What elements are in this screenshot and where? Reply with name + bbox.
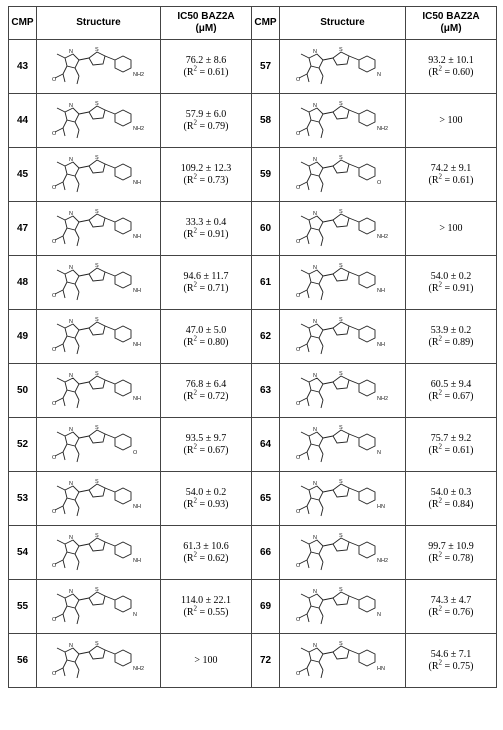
ic50-cell: [161, 202, 252, 256]
r-squared: $(R^2 = 0.73)$: [183, 172, 229, 186]
header-ic50: [161, 7, 252, 40]
svg-text:S: S: [338, 370, 343, 377]
ic50-cell: [406, 40, 497, 94]
svg-text:S: S: [94, 370, 99, 377]
compound-id: 59: [252, 148, 280, 202]
svg-text:S: S: [94, 208, 99, 215]
svg-text:N: N: [68, 372, 73, 379]
svg-text:O: O: [295, 76, 300, 83]
svg-text:S: S: [94, 478, 99, 485]
svg-text:N: N: [312, 156, 317, 163]
table-row: [9, 256, 497, 310]
r-squared: $(R^2 = 0.91)$: [428, 280, 474, 294]
structure-cell: [37, 202, 161, 256]
header-structure: Structure: [37, 7, 161, 40]
ic50-cell: [161, 310, 252, 364]
ic50-value: > 100: [439, 222, 463, 234]
svg-text:O: O: [51, 292, 56, 299]
svg-text:NH2: NH2: [376, 125, 388, 132]
r-squared: $(R^2 = 0.67)$: [183, 442, 229, 456]
table-row: [9, 418, 497, 472]
ic50-value: 74.2 ± 9.1: [430, 162, 472, 174]
ic50-value: 74.3 ± 4.7: [430, 594, 472, 606]
svg-text:N: N: [68, 102, 73, 109]
svg-text:S: S: [94, 532, 99, 539]
table-row: [9, 580, 497, 634]
r-squared: $(R^2 = 0.75)$: [428, 658, 474, 672]
ic50-cell: [406, 634, 497, 688]
svg-text:O: O: [51, 130, 56, 137]
r-squared: $(R^2 = 0.76)$: [428, 604, 474, 618]
svg-text:NH: NH: [376, 287, 385, 294]
svg-text:N: N: [312, 264, 317, 271]
ic50-value: 47.0 ± 5.0: [185, 324, 227, 336]
r-squared: $(R^2 = 0.78)$: [428, 550, 474, 564]
svg-text:N: N: [312, 318, 317, 325]
ic50-value: 57.9 ± 6.0: [185, 108, 227, 120]
header-ic50-label: IC50 BAZ2A: [177, 11, 235, 22]
compound-id: 47: [9, 202, 37, 256]
svg-text:HN: HN: [376, 503, 385, 510]
r-squared: $(R^2 = 0.61)$: [428, 442, 474, 456]
r-squared: $(R^2 = 0.84)$: [428, 496, 474, 510]
ic50-cell: [161, 580, 252, 634]
ic50-cell: [406, 310, 497, 364]
structure-cell: [37, 364, 161, 418]
ic50-cell: [161, 472, 252, 526]
r-squared: $(R^2 = 0.67)$: [428, 388, 474, 402]
ic50-value: 54.0 ± 0.3: [430, 486, 472, 498]
structure-cell: [37, 472, 161, 526]
table-row: [9, 526, 497, 580]
header-ic50: [406, 7, 497, 40]
structure-cell: [280, 40, 406, 94]
structure-drawing: [43, 314, 155, 360]
header-ic50-unit: (μM): [195, 23, 217, 34]
svg-text:O: O: [51, 454, 56, 461]
structure-drawing: [287, 314, 399, 360]
r-squared: $(R^2 = 0.71)$: [183, 280, 229, 294]
structure-drawing: [43, 584, 155, 630]
r-squared: $(R^2 = 0.80)$: [183, 334, 229, 348]
svg-text:O: O: [295, 292, 300, 299]
svg-text:O: O: [51, 184, 56, 191]
svg-text:S: S: [94, 154, 99, 161]
svg-text:N: N: [376, 611, 381, 618]
structure-drawing: [43, 476, 155, 522]
r-squared: $(R^2 = 0.55)$: [183, 604, 229, 618]
structure-drawing: [287, 638, 399, 684]
svg-text:N: N: [68, 480, 73, 487]
svg-text:HN: HN: [376, 665, 385, 672]
structure-drawing: [287, 422, 399, 468]
ic50-cell: [406, 472, 497, 526]
compound-table: [8, 6, 497, 688]
ic50-value: 94.6 ± 11.7: [183, 270, 229, 282]
svg-text:S: S: [338, 478, 343, 485]
svg-text:N: N: [312, 48, 317, 55]
ic50-value: 76.8 ± 6.4: [185, 378, 227, 390]
structure-drawing: [287, 98, 399, 144]
svg-text:O: O: [51, 670, 56, 677]
structure-drawing: [287, 152, 399, 198]
structure-cell: [280, 364, 406, 418]
ic50-cell: [161, 634, 252, 688]
header-cmp: CMP: [9, 7, 37, 40]
r-squared: $(R^2 = 0.89)$: [428, 334, 474, 348]
ic50-value: > 100: [194, 654, 218, 666]
svg-text:S: S: [94, 424, 99, 431]
svg-text:NH2: NH2: [132, 71, 144, 78]
svg-text:NH2: NH2: [376, 557, 388, 564]
header-row: [9, 7, 497, 40]
svg-text:N: N: [68, 156, 73, 163]
ic50-value: 33.3 ± 0.4: [185, 216, 227, 228]
svg-text:NH: NH: [132, 395, 141, 402]
ic50-value: 54.0 ± 0.2: [185, 486, 227, 498]
svg-text:N: N: [312, 426, 317, 433]
ic50-cell: [406, 418, 497, 472]
ic50-value: 54.0 ± 0.2: [430, 270, 472, 282]
svg-text:N: N: [312, 534, 317, 541]
compound-id: 60: [252, 202, 280, 256]
svg-text:N: N: [312, 210, 317, 217]
structure-drawing: [43, 206, 155, 252]
header-ic50-label: IC50 BAZ2A: [422, 11, 480, 22]
structure-cell: [37, 526, 161, 580]
svg-text:O: O: [376, 179, 381, 186]
svg-text:NH2: NH2: [376, 395, 388, 402]
structure-drawing: [43, 368, 155, 414]
svg-text:S: S: [338, 424, 343, 431]
table-row: [9, 634, 497, 688]
structure-cell: [37, 256, 161, 310]
structure-drawing: [287, 584, 399, 630]
structure-cell: [280, 472, 406, 526]
ic50-value: 114.0 ± 22.1: [180, 594, 232, 606]
ic50-cell: [406, 148, 497, 202]
svg-text:N: N: [312, 480, 317, 487]
ic50-value: > 100: [439, 114, 463, 126]
svg-text:O: O: [51, 76, 56, 83]
structure-drawing: [287, 260, 399, 306]
svg-text:NH: NH: [132, 287, 141, 294]
r-squared: $(R^2 = 0.60)$: [428, 64, 474, 78]
svg-text:N: N: [312, 372, 317, 379]
structure-cell: [280, 310, 406, 364]
svg-text:O: O: [295, 346, 300, 353]
svg-text:NH2: NH2: [376, 233, 388, 240]
ic50-cell: [161, 526, 252, 580]
r-squared: $(R^2 = 0.93)$: [183, 496, 229, 510]
structure-drawing: [287, 530, 399, 576]
ic50-value: 75.7 ± 9.2: [430, 432, 472, 444]
ic50-cell: [406, 364, 497, 418]
svg-text:S: S: [338, 640, 343, 647]
ic50-cell: [406, 94, 497, 148]
svg-text:S: S: [338, 586, 343, 593]
svg-text:S: S: [338, 46, 343, 53]
svg-text:O: O: [295, 130, 300, 137]
header-ic50-unit: (μM): [440, 23, 462, 34]
structure-drawing: [287, 206, 399, 252]
svg-text:NH2: NH2: [132, 125, 144, 132]
compound-id: 44: [9, 94, 37, 148]
compound-id: 57: [252, 40, 280, 94]
svg-text:O: O: [51, 238, 56, 245]
svg-text:N: N: [68, 588, 73, 595]
ic50-cell: [406, 580, 497, 634]
svg-text:O: O: [295, 670, 300, 677]
r-squared: $(R^2 = 0.72)$: [183, 388, 229, 402]
ic50-cell: [161, 418, 252, 472]
svg-text:N: N: [312, 642, 317, 649]
svg-text:S: S: [338, 154, 343, 161]
compound-id: 62: [252, 310, 280, 364]
structure-drawing: [43, 44, 155, 90]
ic50-value: 76.2 ± 8.6: [185, 54, 227, 66]
ic50-value: 109.2 ± 12.3: [180, 162, 232, 174]
svg-text:S: S: [94, 586, 99, 593]
ic50-value: 61.3 ± 10.6: [183, 540, 229, 552]
svg-text:O: O: [51, 508, 56, 515]
ic50-value: 93.2 ± 10.1: [428, 54, 474, 66]
header-cmp: CMP: [252, 7, 280, 40]
svg-text:N: N: [376, 71, 381, 78]
svg-text:O: O: [295, 454, 300, 461]
r-squared: $(R^2 = 0.61)$: [183, 64, 229, 78]
svg-text:S: S: [338, 316, 343, 323]
structure-cell: [37, 40, 161, 94]
compound-id: 53: [9, 472, 37, 526]
svg-text:S: S: [94, 316, 99, 323]
svg-text:N: N: [68, 48, 73, 55]
ic50-cell: [161, 148, 252, 202]
svg-text:S: S: [94, 640, 99, 647]
svg-text:N: N: [68, 534, 73, 541]
ic50-cell: [406, 526, 497, 580]
svg-text:O: O: [51, 400, 56, 407]
table-row: [9, 94, 497, 148]
svg-text:O: O: [295, 184, 300, 191]
ic50-value: 99.7 ± 10.9: [428, 540, 474, 552]
svg-text:O: O: [295, 508, 300, 515]
svg-text:N: N: [68, 264, 73, 271]
compound-id: 66: [252, 526, 280, 580]
structure-cell: [37, 310, 161, 364]
compound-id: 64: [252, 418, 280, 472]
compound-id: 72: [252, 634, 280, 688]
structure-drawing: [43, 530, 155, 576]
svg-text:S: S: [338, 532, 343, 539]
svg-text:NH: NH: [132, 341, 141, 348]
structure-cell: [37, 580, 161, 634]
ic50-value: 93.5 ± 9.7: [185, 432, 227, 444]
compound-id: 54: [9, 526, 37, 580]
svg-text:S: S: [338, 100, 343, 107]
ic50-cell: [161, 364, 252, 418]
svg-text:O: O: [295, 562, 300, 569]
structure-drawing: [287, 368, 399, 414]
svg-text:S: S: [338, 262, 343, 269]
compound-id: 48: [9, 256, 37, 310]
table-row: [9, 148, 497, 202]
compound-id: 69: [252, 580, 280, 634]
structure-cell: [37, 148, 161, 202]
structure-cell: [280, 202, 406, 256]
structure-cell: [37, 418, 161, 472]
svg-text:O: O: [295, 400, 300, 407]
structure-drawing: [43, 422, 155, 468]
structure-drawing: [43, 98, 155, 144]
svg-text:NH: NH: [132, 179, 141, 186]
ic50-value: 53.9 ± 0.2: [430, 324, 472, 336]
svg-text:S: S: [94, 100, 99, 107]
structure-cell: [280, 256, 406, 310]
structure-cell: [280, 580, 406, 634]
svg-text:N: N: [68, 426, 73, 433]
structure-cell: [280, 418, 406, 472]
svg-text:NH: NH: [132, 503, 141, 510]
ic50-cell: [161, 40, 252, 94]
compound-id: 55: [9, 580, 37, 634]
structure-cell: [280, 94, 406, 148]
svg-text:S: S: [94, 46, 99, 53]
svg-text:O: O: [295, 616, 300, 623]
ic50-value: 60.5 ± 9.4: [430, 378, 472, 390]
svg-text:S: S: [338, 208, 343, 215]
structure-cell: [280, 526, 406, 580]
svg-text:O: O: [295, 238, 300, 245]
compound-id: 52: [9, 418, 37, 472]
compound-id: 61: [252, 256, 280, 310]
svg-text:O: O: [51, 616, 56, 623]
compound-id: 58: [252, 94, 280, 148]
compound-id: 63: [252, 364, 280, 418]
header-structure: Structure: [280, 7, 406, 40]
ic50-cell: [161, 256, 252, 310]
ic50-cell: [406, 256, 497, 310]
structure-drawing: [287, 476, 399, 522]
table-row: [9, 364, 497, 418]
svg-text:N: N: [376, 449, 381, 456]
svg-text:N: N: [132, 611, 137, 618]
structure-cell: [37, 94, 161, 148]
svg-text:O: O: [51, 562, 56, 569]
table-row: [9, 40, 497, 94]
table-row: [9, 310, 497, 364]
ic50-value: 54.6 ± 7.1: [430, 648, 472, 660]
ic50-cell: [406, 202, 497, 256]
structure-drawing: [287, 44, 399, 90]
structure-cell: [280, 148, 406, 202]
svg-text:O: O: [132, 449, 137, 456]
table-row: [9, 202, 497, 256]
compound-id: 45: [9, 148, 37, 202]
structure-drawing: [43, 638, 155, 684]
r-squared: $(R^2 = 0.62)$: [183, 550, 229, 564]
structure-drawing: [43, 152, 155, 198]
compound-id: 65: [252, 472, 280, 526]
r-squared: $(R^2 = 0.91)$: [183, 226, 229, 240]
compound-id: 50: [9, 364, 37, 418]
svg-text:NH: NH: [132, 233, 141, 240]
svg-text:NH: NH: [132, 557, 141, 564]
svg-text:S: S: [94, 262, 99, 269]
svg-text:N: N: [312, 588, 317, 595]
svg-text:N: N: [68, 642, 73, 649]
r-squared: $(R^2 = 0.61)$: [428, 172, 474, 186]
compound-id: 43: [9, 40, 37, 94]
svg-text:O: O: [51, 346, 56, 353]
svg-text:N: N: [68, 210, 73, 217]
compound-id: 56: [9, 634, 37, 688]
structure-cell: [280, 634, 406, 688]
svg-text:N: N: [68, 318, 73, 325]
svg-text:N: N: [312, 102, 317, 109]
svg-text:NH: NH: [376, 341, 385, 348]
table-row: [9, 472, 497, 526]
structure-cell: [37, 634, 161, 688]
svg-text:NH2: NH2: [132, 665, 144, 672]
r-squared: $(R^2 = 0.79)$: [183, 118, 229, 132]
ic50-cell: [161, 94, 252, 148]
structure-drawing: [43, 260, 155, 306]
compound-id: 49: [9, 310, 37, 364]
